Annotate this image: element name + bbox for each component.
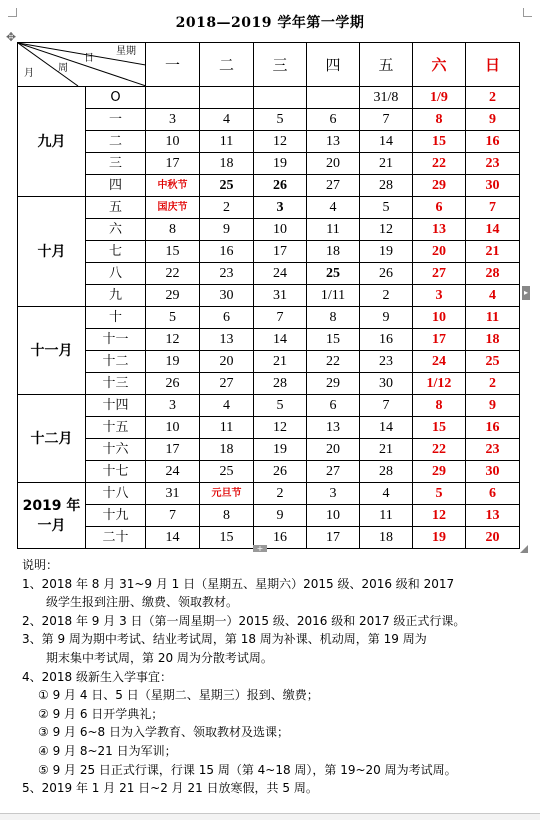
day-cell: 9 xyxy=(254,505,307,527)
day-cell: 13 xyxy=(307,417,360,439)
week-row xyxy=(18,241,520,263)
day-cell: 12 xyxy=(360,219,413,241)
day-cell: 10 xyxy=(413,307,466,329)
note-line: 1、2018 年 8 月 31~9 月 1 日（星期五、星期六）2015 级、2016 级和 2017 xyxy=(22,576,455,591)
week-number: 十九 xyxy=(86,505,146,527)
day-cell: 23 xyxy=(360,351,413,373)
week-number: 八 xyxy=(86,263,146,285)
day-cell: 17 xyxy=(307,527,360,549)
day-cell: 15 xyxy=(200,527,254,549)
day-cell: 8 xyxy=(413,395,466,417)
day-cell: 9 xyxy=(360,307,413,329)
day-cell: 30 xyxy=(466,175,520,197)
week-row xyxy=(18,175,520,197)
day-cell: 12 xyxy=(254,131,307,153)
day-cell: 9 xyxy=(466,109,520,131)
week-number: 十六 xyxy=(86,439,146,461)
week-row xyxy=(18,109,520,131)
week-row xyxy=(18,87,520,109)
day-cell: 14 xyxy=(360,417,413,439)
day-cell: 31 xyxy=(146,483,200,505)
day-cell: 6 xyxy=(307,109,360,131)
day-cell: 国庆节 xyxy=(146,197,200,219)
week-row xyxy=(18,395,520,417)
week-row xyxy=(18,417,520,439)
day-cell: 6 xyxy=(466,483,520,505)
move-handle-icon[interactable]: ✥ xyxy=(5,30,17,44)
day-cell: 4 xyxy=(200,395,254,417)
day-cell: 29 xyxy=(146,285,200,307)
note-line: 4、2018 级新生入学事宜： xyxy=(22,669,172,684)
day-cell: 2 xyxy=(360,285,413,307)
day-cell: 24 xyxy=(254,263,307,285)
day-cell: 25 xyxy=(466,351,520,373)
day-cell: 8 xyxy=(413,109,466,131)
day-cell: 29 xyxy=(307,373,360,395)
day-cell: 18 xyxy=(200,439,254,461)
day-cell: 17 xyxy=(146,153,200,175)
day-header-tue: 二 xyxy=(200,43,254,87)
day-cell: 13 xyxy=(307,131,360,153)
month-label: 十一月 xyxy=(18,307,86,395)
day-cell: 10 xyxy=(307,505,360,527)
day-cell: 13 xyxy=(466,505,520,527)
month-label: 十月 xyxy=(18,197,86,307)
day-cell: 21 xyxy=(360,153,413,175)
day-cell: 5 xyxy=(254,109,307,131)
day-cell: 27 xyxy=(413,263,466,285)
week-number: 二十 xyxy=(86,527,146,549)
day-cell: 10 xyxy=(146,131,200,153)
month-label: 2019 年 一月 xyxy=(18,483,86,549)
week-number: 十五 xyxy=(86,417,146,439)
day-cell: 27 xyxy=(307,461,360,483)
day-cell: 20 xyxy=(466,527,520,549)
day-cell: 元旦节 xyxy=(200,483,254,505)
day-cell: 4 xyxy=(360,483,413,505)
week-row xyxy=(18,329,520,351)
week-row xyxy=(18,373,520,395)
day-cell: 22 xyxy=(413,439,466,461)
day-cell: 4 xyxy=(200,109,254,131)
header-row xyxy=(18,43,520,87)
day-cell: 30 xyxy=(360,373,413,395)
week-number: 六 xyxy=(86,219,146,241)
day-cell: 4 xyxy=(307,197,360,219)
corner-label-month: 月 xyxy=(24,68,34,79)
note-line: ⑤ 9 月 25 日正式行课，行课 15 周（第 4~18 周），第 19~20 周为考试周。 xyxy=(38,762,457,777)
day-cell: 7 xyxy=(360,395,413,417)
week-row xyxy=(18,439,520,461)
week-row xyxy=(18,197,520,219)
week-number: 四 xyxy=(86,175,146,197)
day-header-fri: 五 xyxy=(360,43,413,87)
day-cell: 11 xyxy=(200,417,254,439)
day-cell: 1/11 xyxy=(307,285,360,307)
day-cell: 20 xyxy=(413,241,466,263)
week-number: 十一 xyxy=(86,329,146,351)
week-number: 七 xyxy=(86,241,146,263)
week-number: 二 xyxy=(86,131,146,153)
day-cell: 5 xyxy=(413,483,466,505)
day-cell: 11 xyxy=(466,307,520,329)
corner-label-day: 日 xyxy=(84,53,94,64)
day-cell xyxy=(254,87,307,109)
day-cell: 1/12 xyxy=(413,373,466,395)
day-cell: 7 xyxy=(254,307,307,329)
corner-resize-icon[interactable] xyxy=(520,545,528,553)
week-row xyxy=(18,285,520,307)
day-cell: 1/9 xyxy=(413,87,466,109)
day-cell: 22 xyxy=(307,351,360,373)
note-line: 级学生报到注册、缴费、领取教材。 xyxy=(46,595,239,610)
day-cell: 2 xyxy=(466,373,520,395)
day-cell: 16 xyxy=(466,417,520,439)
week-row xyxy=(18,307,520,329)
day-cell: 3 xyxy=(146,395,200,417)
week-number: 三 xyxy=(86,153,146,175)
week-row xyxy=(18,351,520,373)
week-number: 十三 xyxy=(86,373,146,395)
day-cell: 3 xyxy=(146,109,200,131)
week-number: 五 xyxy=(86,197,146,219)
day-cell: 30 xyxy=(466,461,520,483)
day-header-mon: 一 xyxy=(146,43,200,87)
day-cell: 17 xyxy=(146,439,200,461)
day-cell: 26 xyxy=(360,263,413,285)
day-cell: 19 xyxy=(146,351,200,373)
resize-handle-icon[interactable]: + xyxy=(253,545,267,552)
day-cell: 28 xyxy=(254,373,307,395)
week-row xyxy=(18,483,520,505)
day-cell: 2 xyxy=(466,87,520,109)
week-row xyxy=(18,153,520,175)
notes-heading: 说明： xyxy=(22,558,59,572)
week-number: 十 xyxy=(86,307,146,329)
side-tab-icon[interactable]: ▸ xyxy=(522,286,530,300)
day-cell: 28 xyxy=(360,461,413,483)
day-cell: 15 xyxy=(307,329,360,351)
page-title: 2018—2019 学年第一学期 xyxy=(175,15,365,31)
day-cell: 6 xyxy=(200,307,254,329)
day-cell: 18 xyxy=(360,527,413,549)
day-cell xyxy=(146,87,200,109)
day-header-sun: 日 xyxy=(466,43,520,87)
week-number: 九 xyxy=(86,285,146,307)
week-row xyxy=(18,505,520,527)
day-cell: 12 xyxy=(254,417,307,439)
day-cell: 6 xyxy=(413,197,466,219)
day-cell: 6 xyxy=(307,395,360,417)
day-cell: 28 xyxy=(466,263,520,285)
day-cell xyxy=(307,87,360,109)
day-cell: 8 xyxy=(146,219,200,241)
day-cell: 15 xyxy=(413,417,466,439)
day-cell: 20 xyxy=(307,153,360,175)
week-row xyxy=(18,461,520,483)
day-header-wed: 三 xyxy=(254,43,307,87)
day-cell xyxy=(200,87,254,109)
day-cell: 24 xyxy=(146,461,200,483)
notes-list xyxy=(22,575,532,798)
day-cell: 21 xyxy=(360,439,413,461)
day-cell: 16 xyxy=(254,527,307,549)
note-line: 5、2019 年 1 月 21 日~2 月 21 日放寒假，共 5 周。 xyxy=(22,781,318,796)
day-cell: 8 xyxy=(307,307,360,329)
day-cell: 24 xyxy=(413,351,466,373)
notes-section xyxy=(22,556,532,798)
day-cell: 12 xyxy=(146,329,200,351)
note-line: ① 9 月 4 日、5 日（星期二、星期三）报到、缴费； xyxy=(38,688,319,703)
day-cell: 14 xyxy=(146,527,200,549)
day-cell: 29 xyxy=(413,461,466,483)
note-line: 期末集中考试周，第 20 周为分散考试周。 xyxy=(46,650,273,665)
week-number: 十七 xyxy=(86,461,146,483)
day-cell: 5 xyxy=(254,395,307,417)
month-label: 九月 xyxy=(18,87,86,197)
day-cell: 16 xyxy=(200,241,254,263)
day-cell: 7 xyxy=(360,109,413,131)
day-cell: 19 xyxy=(254,153,307,175)
day-cell: 25 xyxy=(200,175,254,197)
note-line: 2、2018 年 9 月 3 日（第一周星期一）2015 级、2016 级和 2017 级正式行课。 xyxy=(22,613,466,628)
week-number: 十八 xyxy=(86,483,146,505)
day-cell: 3 xyxy=(413,285,466,307)
note-line: ④ 9 月 8~21 日为军训； xyxy=(38,743,177,758)
day-cell: 18 xyxy=(466,329,520,351)
day-cell: 17 xyxy=(413,329,466,351)
day-cell: 29 xyxy=(413,175,466,197)
day-cell: 18 xyxy=(200,153,254,175)
day-cell: 13 xyxy=(413,219,466,241)
day-cell: 11 xyxy=(360,505,413,527)
day-cell: 3 xyxy=(307,483,360,505)
day-cell: 20 xyxy=(307,439,360,461)
day-cell: 22 xyxy=(146,263,200,285)
day-cell: 27 xyxy=(200,373,254,395)
day-cell: 16 xyxy=(466,131,520,153)
day-cell: 15 xyxy=(413,131,466,153)
day-cell: 14 xyxy=(254,329,307,351)
day-cell: 4 xyxy=(466,285,520,307)
day-cell: 25 xyxy=(200,461,254,483)
day-cell: 26 xyxy=(254,175,307,197)
day-cell: 19 xyxy=(413,527,466,549)
day-cell: 3 xyxy=(254,197,307,219)
day-cell: 7 xyxy=(466,197,520,219)
day-cell: 28 xyxy=(360,175,413,197)
day-cell: 11 xyxy=(307,219,360,241)
day-cell: 25 xyxy=(307,263,360,285)
day-cell: 7 xyxy=(146,505,200,527)
day-cell: 26 xyxy=(254,461,307,483)
day-cell: 16 xyxy=(360,329,413,351)
week-row xyxy=(18,527,520,549)
day-cell: 30 xyxy=(200,285,254,307)
week-row xyxy=(18,131,520,153)
note-line: ② 9 月 6 日开学典礼； xyxy=(38,706,164,721)
day-cell: 10 xyxy=(254,219,307,241)
day-cell: 14 xyxy=(360,131,413,153)
week-number: O xyxy=(86,87,146,109)
day-cell: 9 xyxy=(200,219,254,241)
week-row xyxy=(18,219,520,241)
day-cell: 19 xyxy=(254,439,307,461)
day-cell: 15 xyxy=(146,241,200,263)
day-cell: 13 xyxy=(200,329,254,351)
day-cell: 21 xyxy=(466,241,520,263)
day-header-thu: 四 xyxy=(307,43,360,87)
week-number: 一 xyxy=(86,109,146,131)
corner-label-week: 周 xyxy=(58,63,68,74)
day-cell: 17 xyxy=(254,241,307,263)
day-cell: 8 xyxy=(200,505,254,527)
day-cell: 27 xyxy=(307,175,360,197)
day-cell: 5 xyxy=(360,197,413,219)
day-cell: 5 xyxy=(146,307,200,329)
day-cell: 中秋节 xyxy=(146,175,200,197)
week-number: 十四 xyxy=(86,395,146,417)
day-cell: 10 xyxy=(146,417,200,439)
week-row xyxy=(18,263,520,285)
month-label: 十二月 xyxy=(18,395,86,483)
day-cell: 23 xyxy=(466,439,520,461)
note-line: ③ 9 月 6~8 日为入学教育、领取教材及选课； xyxy=(38,725,289,740)
day-cell: 20 xyxy=(200,351,254,373)
day-cell: 26 xyxy=(146,373,200,395)
header-corner-cell xyxy=(18,43,146,87)
day-cell: 23 xyxy=(200,263,254,285)
day-cell: 2 xyxy=(254,483,307,505)
day-cell: 19 xyxy=(360,241,413,263)
day-cell: 31 xyxy=(254,285,307,307)
corner-label-weekday: 星期 xyxy=(116,46,136,57)
note-line: 3、第 9 周为期中考试、结业考试周，第 18 周为补课、机动周，第 19 周为 xyxy=(22,632,427,647)
day-cell: 12 xyxy=(413,505,466,527)
day-cell: 2 xyxy=(200,197,254,219)
day-cell: 23 xyxy=(466,153,520,175)
week-number: 十二 xyxy=(86,351,146,373)
day-cell: 14 xyxy=(466,219,520,241)
day-header-sat: 六 xyxy=(413,43,466,87)
day-cell: 11 xyxy=(200,131,254,153)
semester-calendar-table xyxy=(17,42,520,549)
day-cell: 18 xyxy=(307,241,360,263)
day-cell: 31/8 xyxy=(360,87,413,109)
day-cell: 9 xyxy=(466,395,520,417)
day-cell: 21 xyxy=(254,351,307,373)
day-cell: 22 xyxy=(413,153,466,175)
